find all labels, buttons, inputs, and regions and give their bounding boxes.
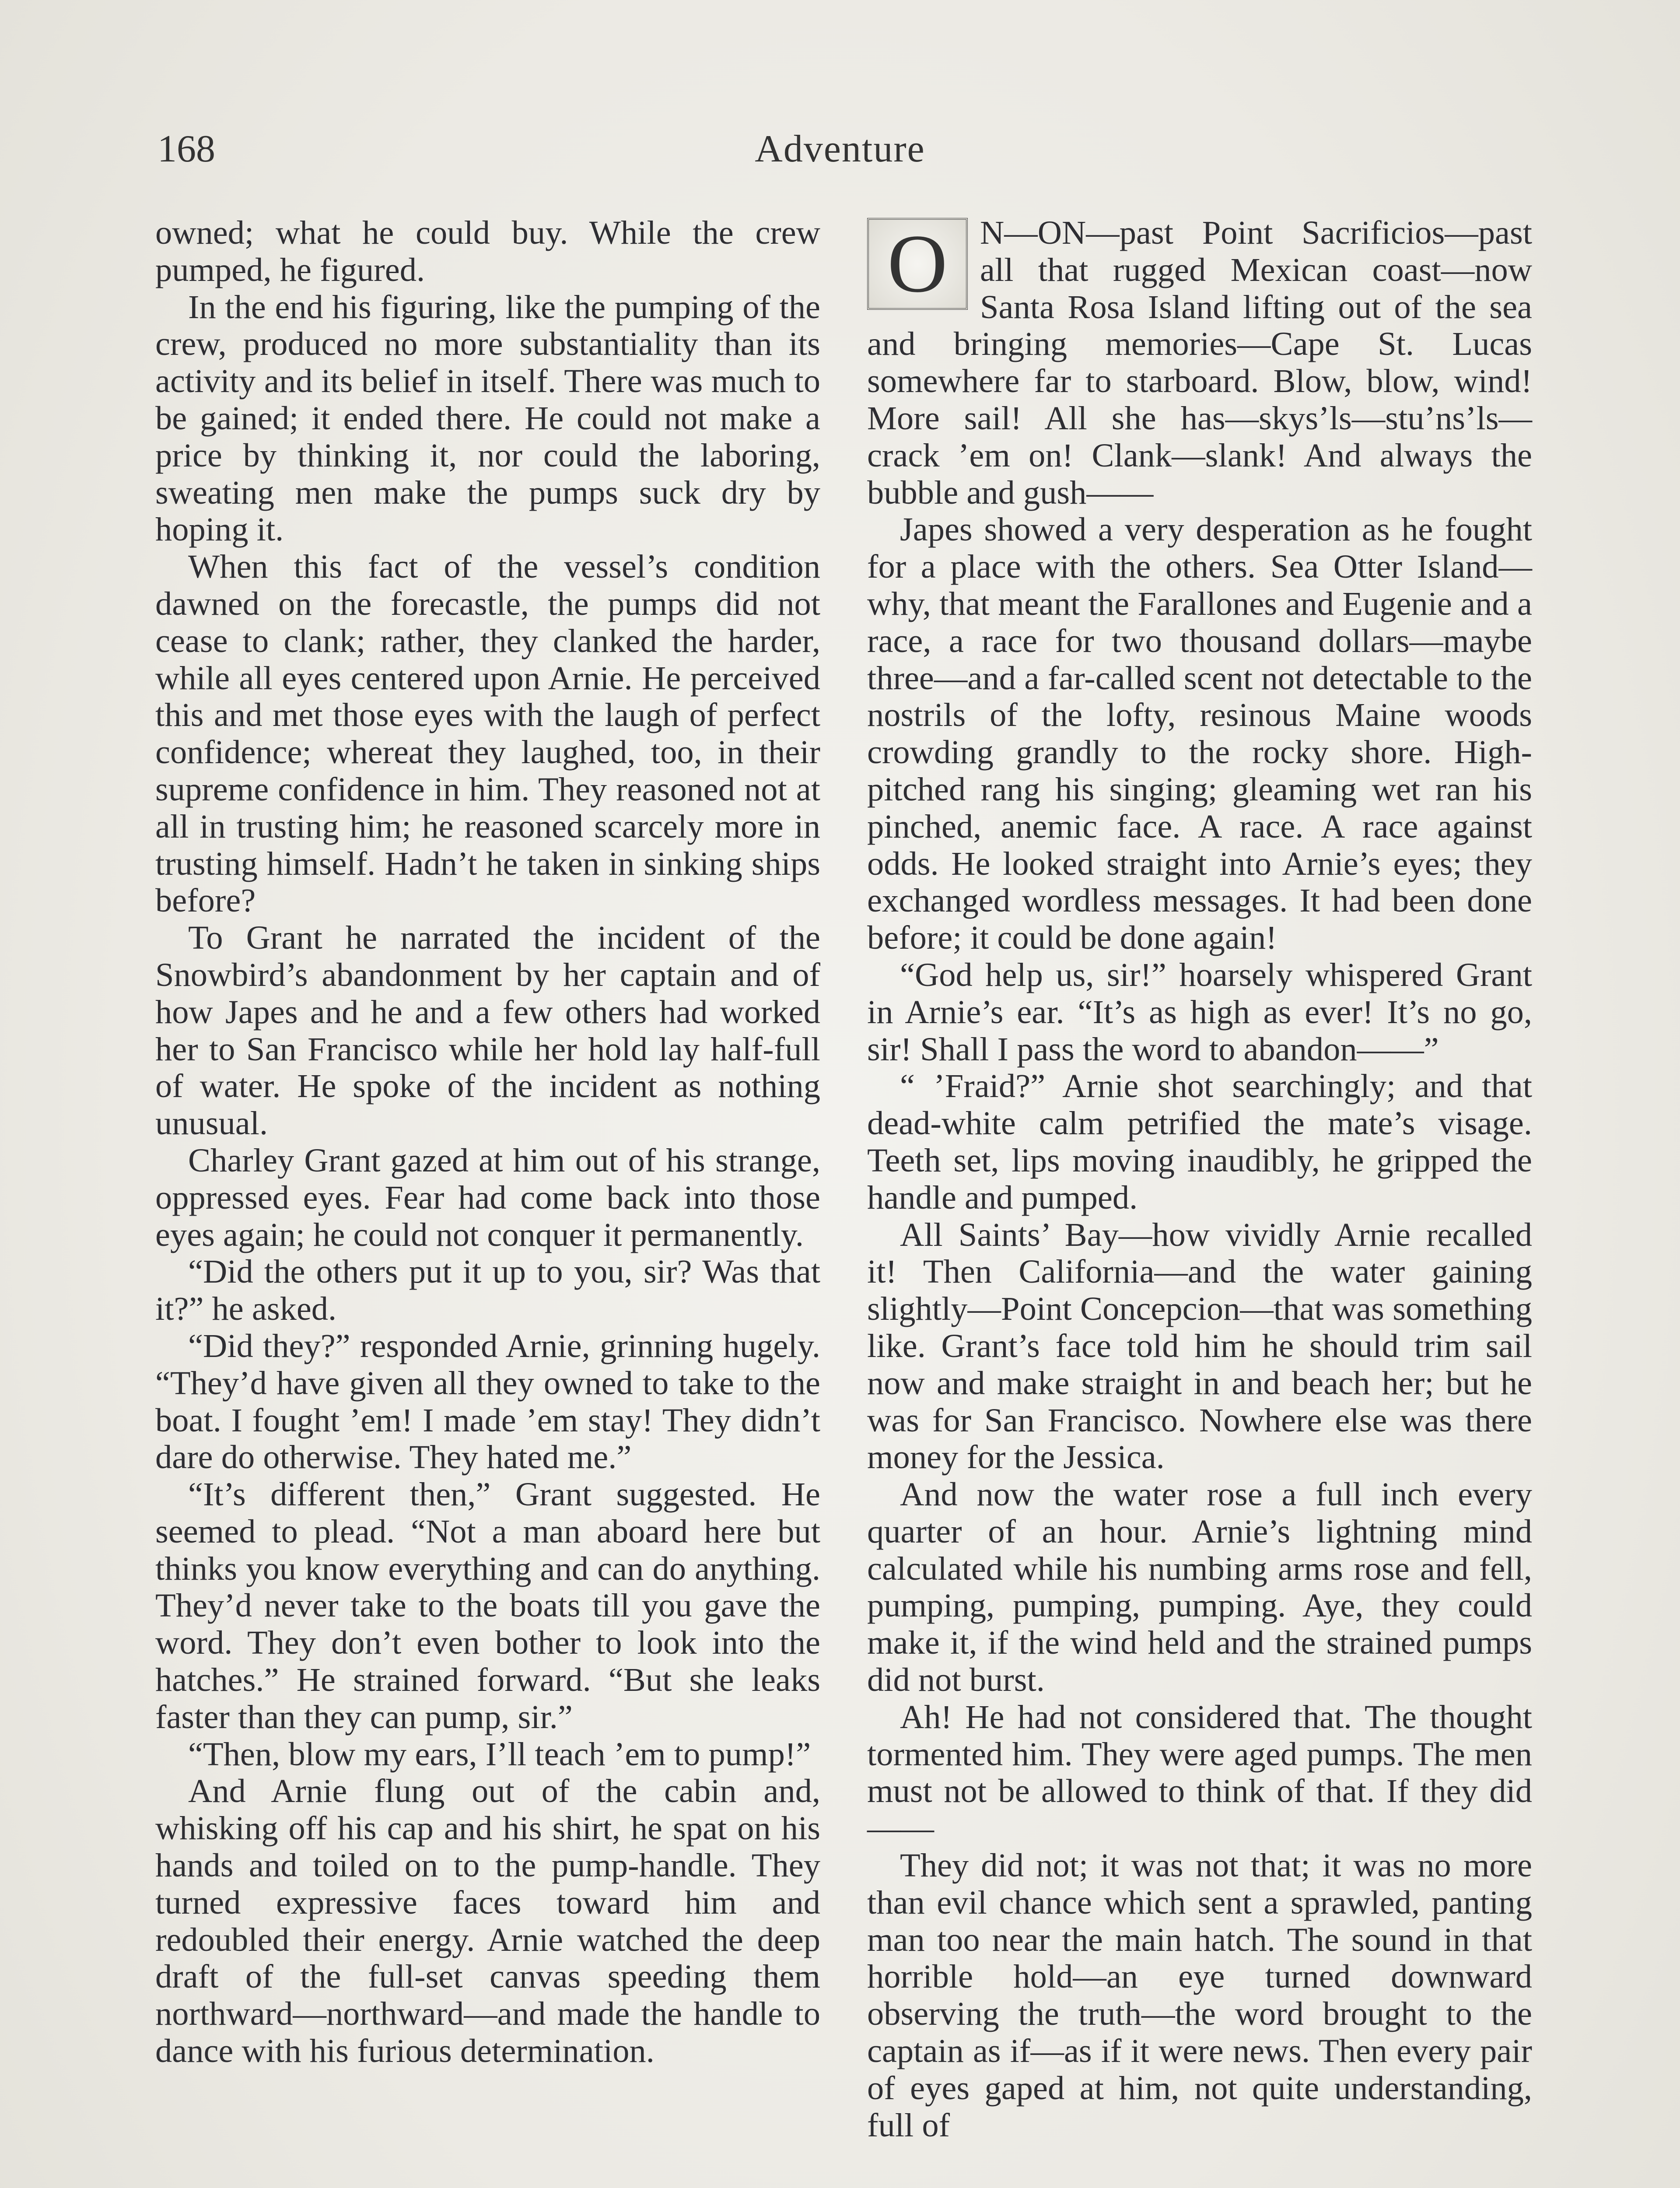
paragraph: All Saints’ Bay—how vividly Arnie recalled it! Then California—and the water gaining slightly—Point Concepcion—that was something like. Grant’s face told him he should trim sail now and make straight in and beach her; but he was for San Francisco. Nowhere else was there money for the Jessica. xyxy=(867,1216,1532,1476)
paragraph: “It’s different then,” Grant suggested. He seemed to plead. “Not a man aboard here but thinks you know everything and can do anything. They’d never take to the boats till you gave the word. They don’t even bother to look into the hatches.” He strained forward. “But she leaks faster than they can pump, sir.” xyxy=(155,1476,820,1736)
page-header xyxy=(158,127,1522,179)
paragraph: Japes showed a very desperation as he fought for a place with the others. Sea Otter Island—why, that meant the Farallones and Eugenie and a race, a race for two thousand dollars—maybe three—and a far-called scent not detectable to the nostrils of the lofty, resinous Maine woods crowding grandly to the rocky shore. High-pitched rang his singing; gleaming wet ran his pinched, anemic face. A race. A race against odds. He looked straight into Arnie’s eyes; they exchanged wordless messages. It had been done before; it could be done again! xyxy=(867,511,1532,957)
paragraph: N—ON—past Point Sacrificios—past all that rugged Mexican coast—now Santa Rosa Island lifting out of the sea and bringing memories—Cape St. Lucas somewhere far to starboard. Blow, blow, wind! More sail! All she has—skys’ls—stu’ns’ls—crack ’em on! Clank—slank! And always the bubble and gush—— xyxy=(867,214,1532,511)
running-title: Adventure xyxy=(755,128,925,170)
paragraph: To Grant he narrated the incident of the Snowbird’s abandonment by her captain and of how Japes and he and a few others had worked her to San Francisco while her hold lay half-full of water. He spoke of the incident as nothing unusual. xyxy=(155,919,820,1142)
paragraph: And now the water rose a full inch every quarter of an hour. Arnie’s lightning mind calculated while his numbing arms rose and fell, pumping, pumping, pumping. Aye, they could make it, if the wind held and the strained pumps did not burst. xyxy=(867,1476,1532,1699)
paragraph: Charley Grant gazed at him out of his strange, oppressed eyes. Fear had come back into those eyes again; he could not conquer it permanently. xyxy=(155,1141,820,1253)
paragraph: In the end his figuring, like the pumping of the crew, produced no more substantiality than its activity and its belief in itself. There was much to be gained; it ended there. He could not make a price by thinking it, nor could the laboring, sweating men make the pumps suck dry by hoping it. xyxy=(155,288,820,548)
paragraph: When this fact of the vessel’s condition dawned on the forecastle, the pumps did not cease to clank; rather, they clanked the harder, while all eyes centered upon Arnie. He perceived this and met those eyes with the laugh of perfect confidence; whereat they laughed, too, in their supreme confidence in him. They reasoned not at all in trusting him; he reasoned scarcely more in trusting himself. Hadn’t he taken in sinking ships before? xyxy=(155,548,820,919)
paragraph: Ah! He had not considered that. The thought tormented him. They were aged pumps. The men must not be allowed to think of that. If they did—— xyxy=(867,1698,1532,1847)
paragraph: “Did they?” responded Arnie, grinning hugely. “They’d have given all they owned to take to the boat. I fought ’em! I made ’em stay! They didn’t dare do otherwise. They hated me.” xyxy=(155,1327,820,1476)
paragraph: And Arnie flung out of the cabin and, whisking off his cap and his shirt, he spat on his hands and toiled on to the pump-handle. They turned expressive faces toward him and redoubled their energy. Arnie watched the deep draft of the full-set canvas speeding them northward—northward—and made the handle to dance with his furious determination. xyxy=(155,1772,820,2070)
left-column xyxy=(155,214,820,2070)
paragraph: “ ’Fraid?” Arnie shot searchingly; and that dead-white calm petrified the mate’s visage. Teeth set, lips moving inaudibly, he gripped the handle and pumped. xyxy=(867,1067,1532,1216)
paragraph: owned; what he could buy. While the crew pumped, he figured. xyxy=(155,214,820,288)
right-column xyxy=(867,214,1532,2144)
paragraph: “Did the others put it up to you, sir? Was that it?” he asked. xyxy=(155,1253,820,1328)
ornamental-dropcap xyxy=(867,218,968,310)
paragraph: “God help us, sir!” hoarsely whispered Grant in Arnie’s ear. “It’s as high as ever! It’s no go, sir! Shall I pass the word to abandon——” xyxy=(867,956,1532,1068)
paragraph: “Then, blow my ears, I’ll teach ’em to pump!” xyxy=(188,1735,811,1773)
opening-paragraph xyxy=(867,214,1532,511)
dropcap-letter: O xyxy=(887,218,948,310)
paragraph: They did not; it was not that; it was no more than evil chance which sent a sprawled, panting man too near the main hatch. The sound in that horrible hold—an eye turned downward observing the truth—the word brought to the captain as if—as if it were news. Then every pair of eyes gaped at him, not quite understanding, full of xyxy=(867,1847,1532,2144)
page-number: 168 xyxy=(158,128,215,170)
